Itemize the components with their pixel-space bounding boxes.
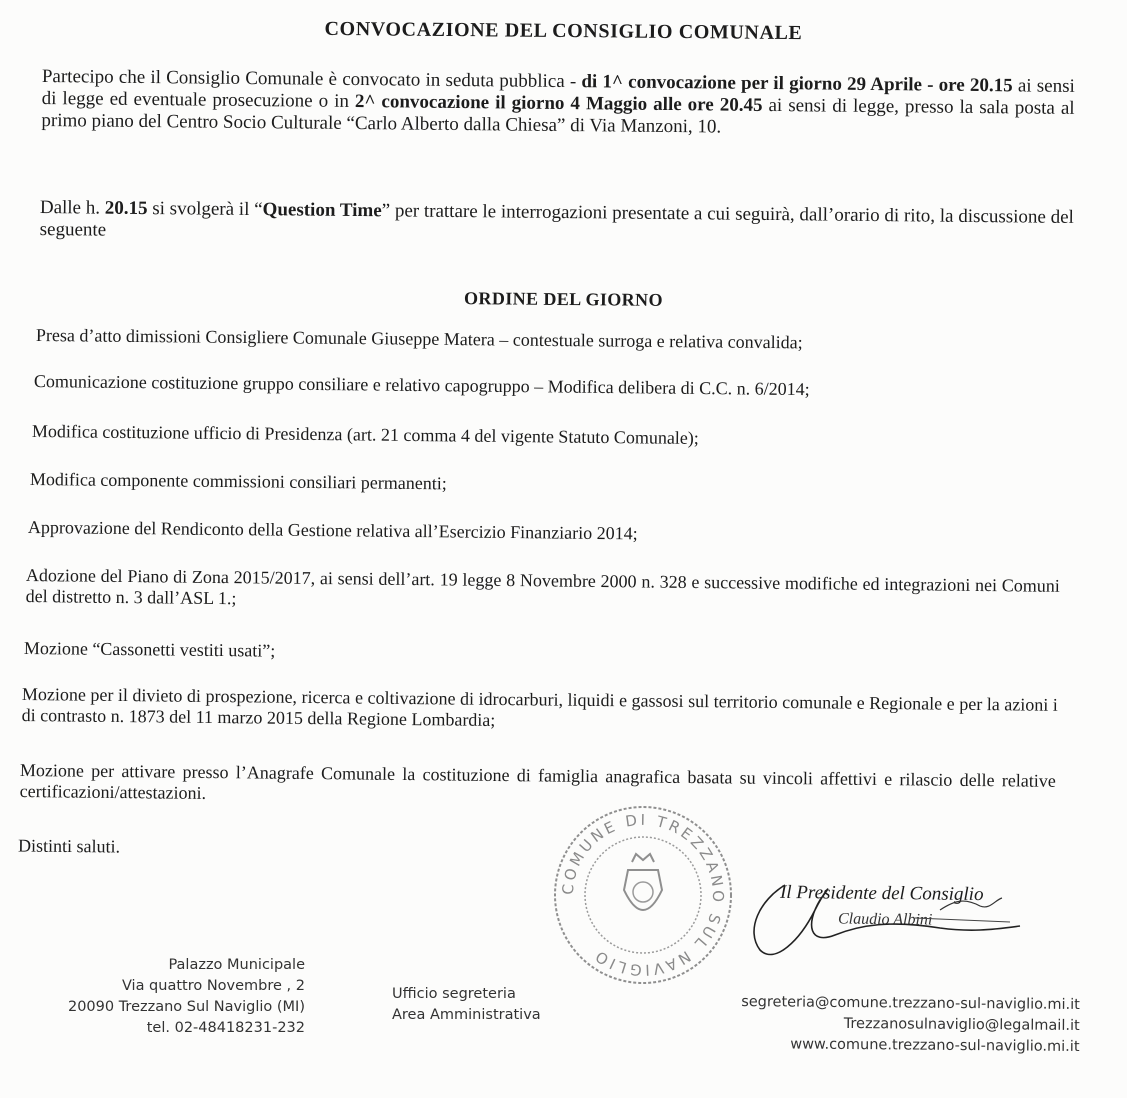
handwritten-signature-icon: [740, 870, 1030, 970]
agenda-item: Approvazione del Rendiconto della Gestione relativa all’Esercizio Finanziario 2014;: [27, 517, 638, 544]
address-line: Via quattro Novembre , 2: [121, 978, 305, 994]
address-line: 20090 Trezzano Sul Naviglio (MI): [67, 999, 305, 1015]
question-time-paragraph: Dalle h. 20.15 si svolgerà il “Question Time” per trattare le interrogazioni presentate a cui seguirà, dall’orario di rito, la discussione del seguente: [39, 197, 1074, 241]
agenda-item: Adozione del Piano di Zona 2015/2017, ai sensi dell’art. 19 legge 8 Novembre 2000 n. 328 e successive modifiche ed integrazioni nei Comuni del distretto n. 3 dall’ASL 1.;: [25, 565, 1060, 609]
agenda-heading: ORDINE DEL GIORNO: [463, 288, 664, 310]
signatory-role: Il Presidente del Consiglio: [779, 881, 984, 906]
pec-email-link[interactable]: Trezzanosulnaviglio@legalmail.it: [843, 1015, 1080, 1034]
office-line: Ufficio segreteria: [392, 986, 516, 1002]
intro-paragraph: Partecipo che il Consiglio Comunale è convocato in seduta pubblica - di 1^ convocazione per il giorno 29 Aprile - ore 20.15 ai sensi di legge ed eventuale prosecuzione o in 2^ convocazione il giorno 4 Maggio alle ore 20.45 ai sensi di legge, presso la sala posta al primo piano del Centro Socio Culturale “Carlo Alberto dalla Chiesa” di Via Manzoni, 10.: [41, 66, 1075, 138]
contact-info: [639, 991, 1080, 1058]
address-line: Palazzo Municipale: [168, 957, 305, 973]
email-link[interactable]: segreteria@comune.trezzano-sul-naviglio.mi.it: [741, 994, 1080, 1013]
address-line: tel. 02-48418231-232: [146, 1020, 305, 1036]
signatory-name: Claudio Albini: [837, 910, 933, 929]
municipal-address: [0, 955, 305, 1039]
stamp-text: COMUNE DI TREZZANO SUL NAVIGLIO: [558, 810, 728, 980]
agenda-item: Presa d’atto dimissioni Consigliere Comunale Giuseppe Matera – contestuale surroga e relativa convalida;: [35, 325, 803, 353]
office-line: Area Amministrativa: [392, 1007, 541, 1023]
municipal-stamp-icon: [548, 800, 738, 990]
office-info: [392, 984, 541, 1026]
document-title: CONVOCAZIONE DEL CONSIGLIO COMUNALE: [324, 17, 803, 45]
svg-text:COMUNE DI TREZZANO SUL NAVIGLI: [559, 811, 727, 979]
agenda-item: Modifica componente commissioni consiliari permanenti;: [29, 469, 447, 494]
agenda-item: Modifica costituzione ufficio di Presidenza (art. 21 comma 4 del vigente Statuto Comunale);: [31, 421, 699, 448]
agenda-item: Mozione “Cassonetti vestiti usati”;: [23, 638, 276, 661]
website-link[interactable]: www.comune.trezzano-sul-naviglio.mi.it: [790, 1036, 1080, 1055]
closing-salutation: Distinti saluti.: [17, 835, 121, 857]
agenda-item: Mozione per attivare presso l’Anagrafe Comunale la costituzione di famiglia anagrafica basata su vincoli affettivi e rilascio delle relative certificazioni/attestazioni.: [19, 760, 1056, 803]
agenda-item: Comunicazione costituzione gruppo consiliare e relativo capogruppo – Modifica delibera di C.C. n. 6/2014;: [33, 371, 810, 400]
agenda-item: Mozione per il divieto di prospezione, ricerca e coltivazione di idrocarburi, liquidi e gassosi sul territorio comunale e Regionale e per la azioni i di contrasto n. 1873 del 11 marzo 2015 della Regione Lombardia;: [21, 684, 1058, 730]
